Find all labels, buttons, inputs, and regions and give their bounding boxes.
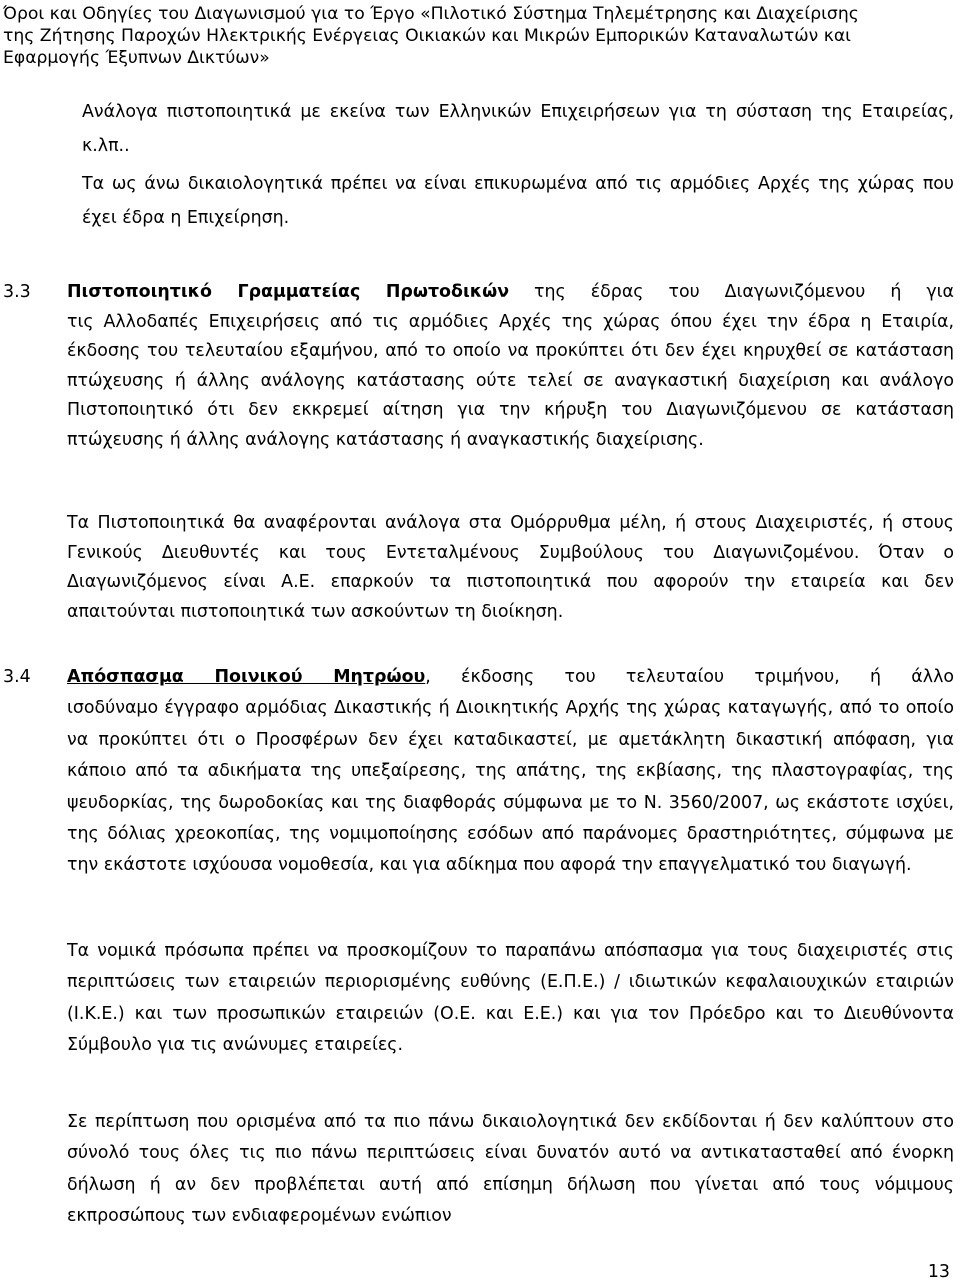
document-header: [3, 3, 953, 69]
intro-paragraph: Τα ως άνω δικαιολογητικά πρέπει να είναι επικυρωμένα από τις αρμόδιες Αρχές της χώρας που έχει έδρα η Επιχείρηση.: [82, 174, 954, 228]
section-number: 3.4: [3, 667, 31, 687]
section-title: Απόσπασμα Ποινικού Μητρώου: [67, 667, 426, 687]
section-lead: , έκδοσης του τελευταίου τριμήνου, ή άλλο: [425, 667, 954, 687]
section-3-4-text: ισοδύναμο έγγραφο αρμόδιας Δικαστικής ή Διοικητικής Αρχής της χώρας καταγωγής, από το οποίο να προκύπτει ότι ο Προσφέρων δεν έχει καταδικαστεί, με αμετάκλητη δικαστική απόφαση, για κάποιο από τα αδικήματα της υπεξαίρεσης, της απάτης, της εκβίασης, της πλαστογραφίας, της ψευδορκίας, της δωροδοκίας και της διαφθοράς σύμφωνα με το Ν. 3560/2007, ως εκάστοτε ισχύει, της δόλιας χρεοκοπίας, της νομιμοποίησης εσόδων από παράνομες δραστηριότητες, σύμφωνα με την εκάστοτε ισχύουσα νομοθεσία, και για αδίκημα που αφορά την επαγγελματικό του διαγωγή.: [67, 698, 954, 876]
section-number: 3.3: [3, 282, 31, 302]
section-3-3-text: τις Αλλοδαπές Επιχειρήσεις από τις αρμόδιες Αρχές της χώρας όπου έχει την έδρα η Εταιρία, έκδοσης του τελευταίου εξαμήνου, από το οποίο να προκύπτει ότι δεν έχει κηρυχθεί σε κατάσταση πτώχευσης ή άλλης ανάλογης κατάστασης ούτε τελεί σε αναγκαστική διαχείριση και ανάλογο Πιστοποιητικό ότι δεν εκκρεμεί αίτηση για την κήρυξη του Διαγωνιζόμενου σε κατάσταση πτώχευσης ή άλλης ανάλογης κατάστασης ή αναγκαστικής διαχείρισης.: [67, 311, 954, 450]
intro-paragraph: Ανάλογα πιστοποιητικά με εκείνα των Ελληνικών Επιχειρήσεων για τη σύσταση της Εταιρείας, κ.λπ..: [82, 102, 954, 156]
section-3-4: [3, 662, 954, 882]
header-line: Εφαρμογής Έξυπνων Δικτύων»: [3, 48, 270, 68]
header-line: της Ζήτησης Παροχών Ηλεκτρικής Ενέργειας Οικιακών και Μικρών Εμπορικών Καταναλωτών και: [3, 26, 851, 46]
section-3-4-first-line: [3, 662, 954, 693]
section-3-3-first-line: [3, 278, 954, 308]
section-3-3-paragraph: Τα Πιστοποιητικά θα αναφέρονται ανάλογα στα Ομόρρυθμα μέλη, ή στους Διαχειριστές, ή στους Γενικούς Διευθυντές και τους Εντεταλμένους Συμβούλους του Διαγωνιζομένου. Όταν ο Διαγωνιζόμενος είναι Α.Ε. επαρκούν τα πιστοποιητικά που αφορούν την εταιρεία και δεν απαιτούνται πιστοποιητικά των ασκούντων τη διοίκηση.: [67, 513, 954, 622]
page-number: 13: [927, 1262, 950, 1282]
section-3-3: [3, 278, 954, 455]
section-3-4-paragraph: Τα νομικά πρόσωπα πρέπει να προσκομίζουν το παραπάνω απόσπασμα για τους διαχειριστές στις περιπτώσεις των εταιρειών περιορισμένης ευθύνης (Ε.Π.Ε.) / ιδιωτικών κεφαλαιουχικών εταιριών (Ι.Κ.Ε.) και των προσωπικών εταιρειών (Ο.Ε. και Ε.Ε.) και για τον Πρόεδρο και το Διευθύνοντα Σύμβουλο για τις ανώνυμες εταιρείες.: [67, 941, 954, 1056]
section-3-4-paragraph: Σε περίπτωση που ορισμένα από τα πιο πάνω δικαιολογητικά δεν εκδίδονται ή δεν καλύπτουν στο σύνολό τους όλες τις πιο πάνω περιπτώσεις είναι δυνατόν αυτό να αντικατασταθεί από ένορκη δήλωση ή αν δεν προβλέπεται αυτή από επίσημη δήλωση που γίνεται από τους νόμιμους εκπροσώπους των ενδιαφερομένων ενώπιον: [67, 1112, 954, 1227]
section-title: Πιστοποιητικό Γραμματείας Πρωτοδικών: [67, 282, 510, 302]
header-line: Όροι και Οδηγίες του Διαγωνισμού για το Έργο «Πιλοτικό Σύστημα Τηλεμέτρησης και Διαχείρισης: [3, 4, 859, 24]
section-lead: της έδρας του Διαγωνιζόμενου ή για: [509, 282, 954, 302]
